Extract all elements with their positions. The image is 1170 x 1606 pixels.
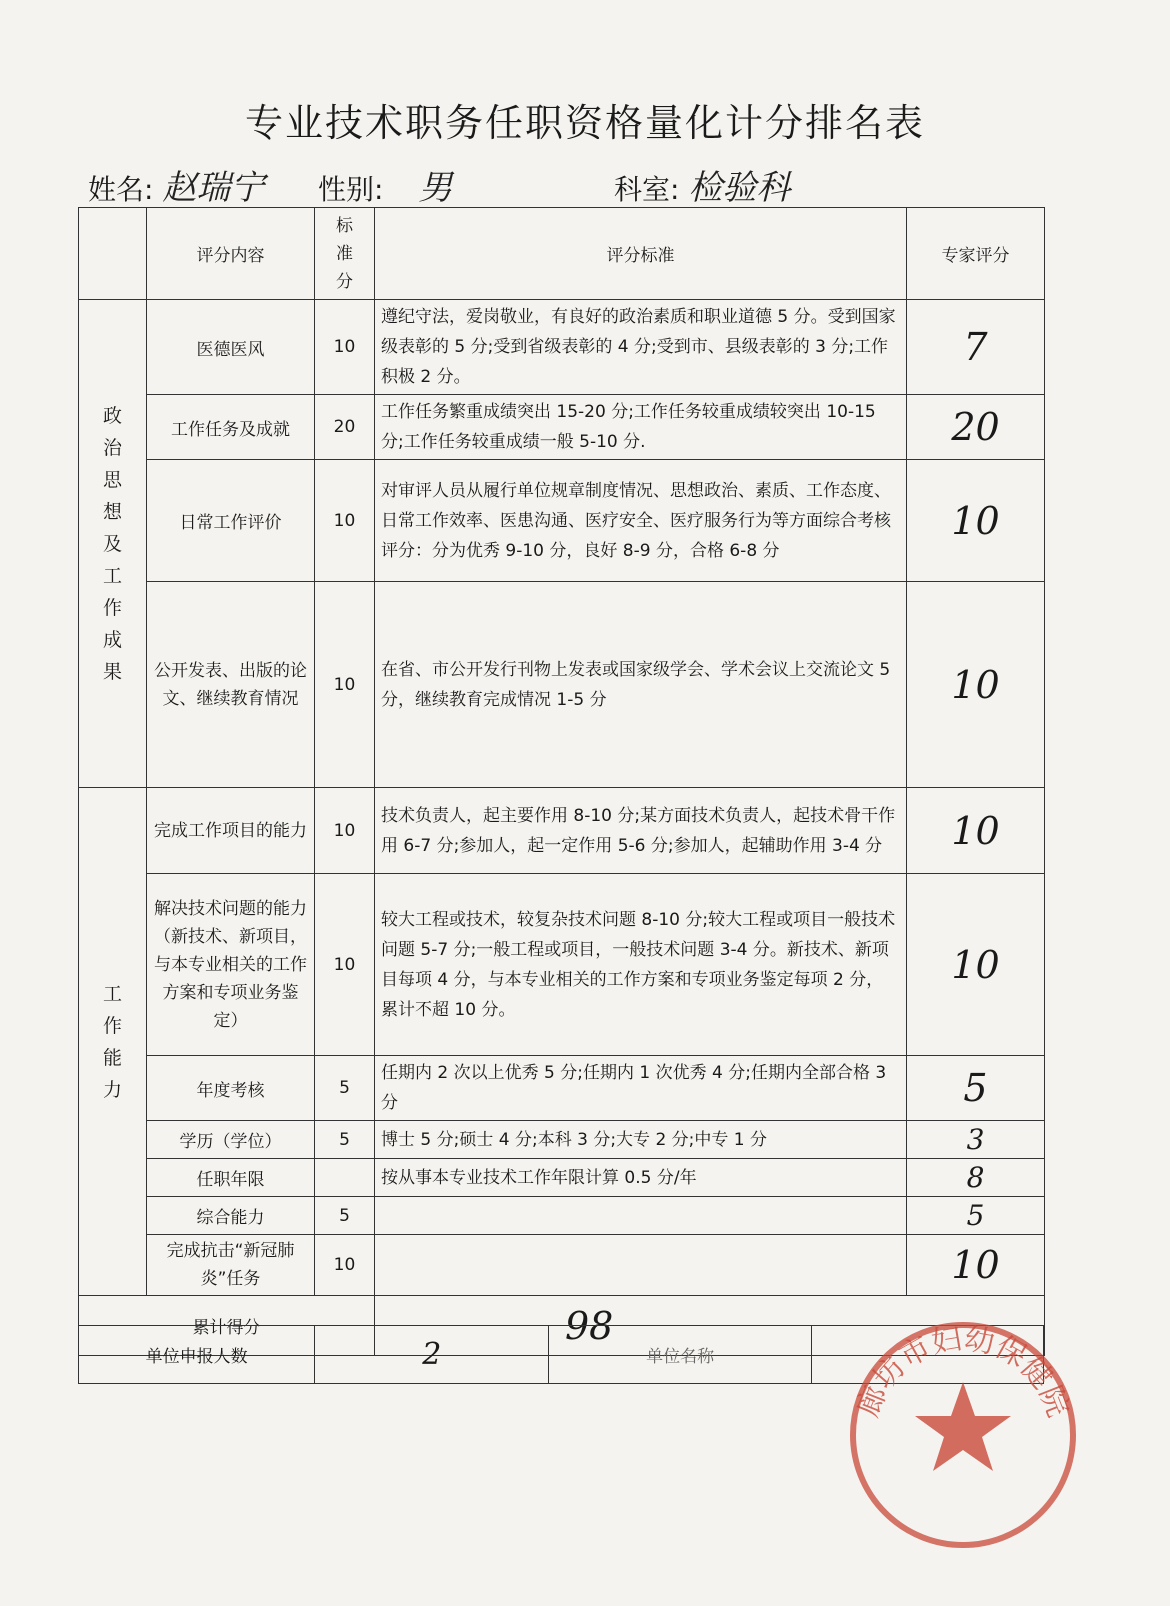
row-standard: 5 xyxy=(315,1197,375,1235)
table-row xyxy=(79,1159,1045,1197)
row-criteria: 遵纪守法，爱岗敬业，有良好的政治素质和职业道德 5 分。受到国家级表彰的 5 分;受到省级表彰的 4 分;受到市、县级表彰的 3 分;工作积极 2 分。 xyxy=(375,300,907,395)
table-row xyxy=(79,1235,1045,1296)
row-score: 10 xyxy=(907,1235,1045,1296)
row-standard: 10 xyxy=(315,874,375,1056)
row-standard: 10 xyxy=(315,1235,375,1296)
row-content: 综合能力 xyxy=(147,1197,315,1235)
row-criteria: 任期内 2 次以上优秀 5 分;任期内 1 次优秀 4 分;任期内全部合格 3 分 xyxy=(375,1056,907,1121)
section-political: 政 治 思 想 及 工 作 成 果 xyxy=(79,300,147,788)
row-score: 3 xyxy=(907,1121,1045,1159)
row-criteria: 按从事本专业技术工作年限计算 0.5 分/年 xyxy=(375,1159,907,1197)
table-row xyxy=(79,1056,1045,1121)
row-content: 学历（学位） xyxy=(147,1121,315,1159)
row-standard: 20 xyxy=(315,395,375,460)
col-standard-score: 标 准 分 xyxy=(315,208,375,300)
row-standard: 10 xyxy=(315,788,375,874)
row-standard: 10 xyxy=(315,582,375,788)
row-content: 公开发表、出版的论文、继续教育情况 xyxy=(147,582,315,788)
gender-label: 性别: xyxy=(318,173,384,206)
row-criteria: 工作任务繁重成绩突出 15-20 分;工作任务较重成绩较突出 10-15 分;工作任务较重成绩一般 5-10 分. xyxy=(375,395,907,460)
row-score: 5 xyxy=(907,1056,1045,1121)
col-content: 评分内容 xyxy=(147,208,315,300)
applicants-label: 单位申报人数 xyxy=(79,1326,315,1384)
name-label: 姓名: xyxy=(88,173,154,206)
row-standard xyxy=(315,1159,375,1197)
row-standard: 5 xyxy=(315,1121,375,1159)
table-row xyxy=(79,788,1045,874)
table-row xyxy=(79,874,1045,1056)
row-criteria xyxy=(375,1197,907,1235)
name-field xyxy=(88,160,264,209)
col-expert-score: 专家评分 xyxy=(907,208,1045,300)
table-row xyxy=(79,395,1045,460)
table-row xyxy=(79,460,1045,582)
department-field xyxy=(614,160,790,209)
name-value: 赵瑞宁 xyxy=(162,168,265,208)
row-content: 任职年限 xyxy=(147,1159,315,1197)
col-criteria: 评分标准 xyxy=(375,208,907,300)
total-value: 98 xyxy=(375,1296,1045,1356)
row-criteria: 技术负责人，起主要作用 8-10 分;某方面技术负责人，起技术骨干作用 6-7 分;参加人，起一定作用 5-6 分;参加人，起辅助作用 3-4 分 xyxy=(375,788,907,874)
department-label: 科室: xyxy=(614,173,680,206)
row-criteria: 在省、市公开发行刊物上发表或国家级学会、学术会议上交流论文 5 分，继续教育完成情况 1-5 分 xyxy=(375,582,907,788)
row-score: 20 xyxy=(907,395,1045,460)
row-content: 工作任务及成就 xyxy=(147,395,315,460)
row-content: 医德医风 xyxy=(147,300,315,395)
row-criteria: 博士 5 分;硕士 4 分;本科 3 分;大专 2 分;中专 1 分 xyxy=(375,1121,907,1159)
row-score: 8 xyxy=(907,1159,1045,1197)
svg-text:廊坊市妇幼保健院: 廊坊市妇幼保健院 xyxy=(850,1321,1076,1422)
row-standard: 10 xyxy=(315,460,375,582)
gender-value: 男 xyxy=(418,168,453,208)
table-row xyxy=(79,1197,1045,1235)
row-content: 年度考核 xyxy=(147,1056,315,1121)
row-score: 10 xyxy=(907,582,1045,788)
section-ability: 工 作 能 力 xyxy=(79,788,147,1296)
table-row xyxy=(79,1121,1045,1159)
official-seal xyxy=(838,1310,1088,1560)
row-content: 完成抗击“新冠肺炎”任务 xyxy=(147,1235,315,1296)
row-criteria: 对审评人员从履行单位规章制度情况、思想政治、素质、工作态度、日常工作效率、医患沟通、医疗安全、医疗服务行为等方面综合考核评分：分为优秀 9-10 分，良好 8-9 分，合格 6-8 分 xyxy=(375,460,907,582)
row-score: 10 xyxy=(907,874,1045,1056)
scoring-table xyxy=(78,207,1045,1356)
row-score: 10 xyxy=(907,460,1045,582)
row-score: 10 xyxy=(907,788,1045,874)
row-score: 5 xyxy=(907,1197,1045,1235)
header-row xyxy=(79,208,1045,300)
table-row xyxy=(79,582,1045,788)
page-title: 专业技术职务任职资格量化计分排名表 xyxy=(244,101,925,145)
row-criteria xyxy=(375,1235,907,1296)
table-row xyxy=(79,300,1045,395)
total-label: 累计得分 xyxy=(79,1296,375,1356)
row-score: 7 xyxy=(907,300,1045,395)
row-standard: 5 xyxy=(315,1056,375,1121)
row-content: 日常工作评价 xyxy=(147,460,315,582)
gender-field xyxy=(318,160,452,209)
department-value: 检验科 xyxy=(688,168,791,208)
row-standard: 10 xyxy=(315,300,375,395)
applicants-value: 2 xyxy=(315,1326,549,1384)
row-content: 解决技术问题的能力（新技术、新项目，与本专业相关的工作方案和专项业务鉴定） xyxy=(147,874,315,1056)
unit-name-label: 单位名称 xyxy=(549,1326,811,1384)
row-content: 完成工作项目的能力 xyxy=(147,788,315,874)
row-criteria: 较大工程或技术，较复杂技术问题 8-10 分;较大工程或项目一般技术问题 5-7 分;一般工程或项目，一般技术问题 3-4 分。新技术、新项目每项 4 分，与本专业相关的工作方案和专项业务鉴定每项 2 分，累计不超 10 分。 xyxy=(375,874,907,1056)
